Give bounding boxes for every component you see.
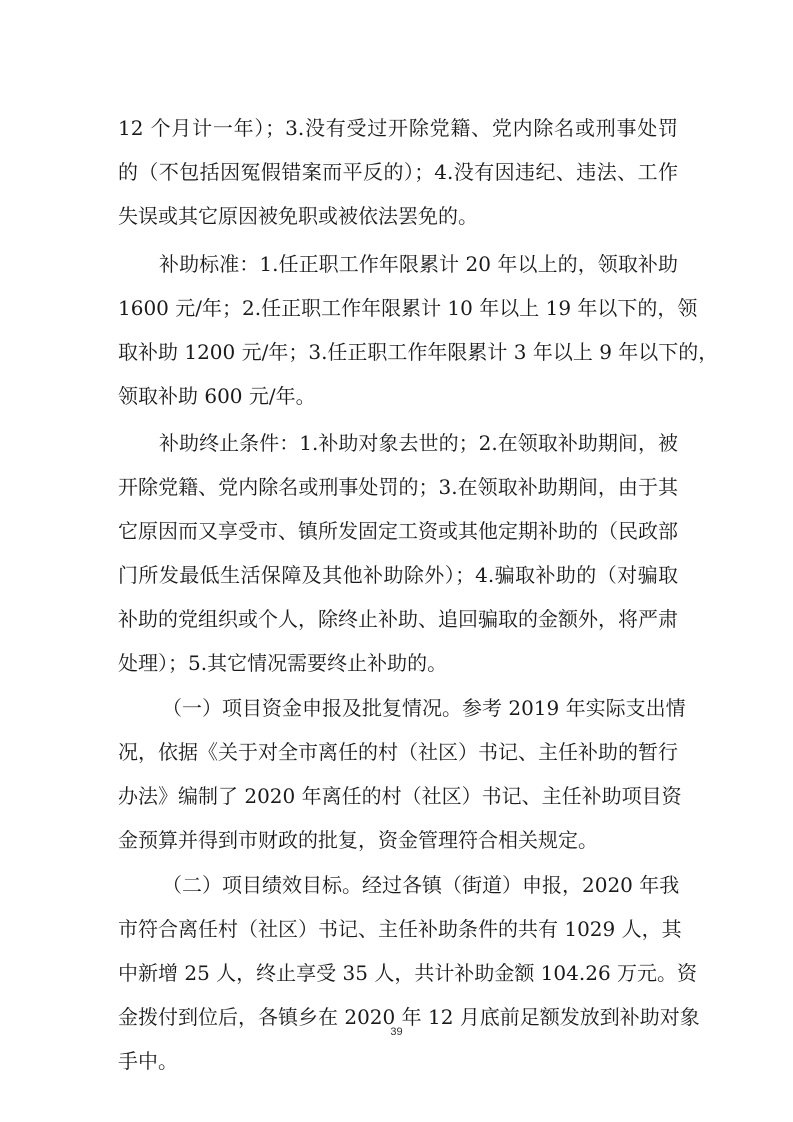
text-line: 处理）；5.其它情况需要终止补助的。 bbox=[118, 651, 448, 675]
text-line: 办法》编制了 2020 年离任的村（社区）书记、主任补助项目资 bbox=[118, 784, 682, 808]
text-line: 开除党籍、党内除名或刑事处罚的；3.在领取补助期间，由于其 bbox=[118, 475, 678, 499]
text-line: 的（不包括因冤假错案而平反的）；4.没有因违纪、违法、工作 bbox=[118, 160, 678, 184]
text-line: 中新增 25 人，终止享受 35 人，共计补助金额 104.26 万元。资 bbox=[118, 961, 698, 985]
text-line: 金拨付到位后，各镇乡在 2020 年 12 月底前足额发放到补助对象 bbox=[118, 1005, 700, 1029]
paragraph-start-line: 补助终止条件：1.补助对象去世的；2.在领取补助期间，被 bbox=[159, 431, 678, 455]
text-line: 它原因而又享受市、镇所发固定工资或其他定期补助的（民政部 bbox=[118, 519, 678, 543]
section-heading-line: （二）项目绩效目标。经过各镇（街道）申报，2020 年我 bbox=[162, 873, 680, 897]
text-line: 补助的党组织或个人，除终止补助、追回骗取的金额外，将严肃 bbox=[118, 607, 678, 631]
page-number: 39 bbox=[390, 1026, 403, 1038]
text-line: 况，依据《关于对全市离任的村（社区）书记、主任补助的暂行 bbox=[118, 740, 678, 764]
text-line: 手中。 bbox=[118, 1049, 178, 1073]
paragraph-start-line: 补助标准：1.任正职工作年限累计 20 年以上的，领取补助 bbox=[159, 252, 678, 276]
text-line: 1600 元/年；2.任正职工作年限累计 10 年以上 19 年以下的，领 bbox=[118, 296, 698, 320]
text-line: 领取补助 600 元/年。 bbox=[118, 384, 316, 408]
text-line: 失误或其它原因被免职或被依法罢免的。 bbox=[118, 204, 478, 228]
text-line: 12 个月计一年）；3.没有受过开除党籍、党内除名或刑事处罚 bbox=[118, 116, 678, 140]
section-heading-line: （一）项目资金申报及批复情况。参考 2019 年实际支出情 bbox=[162, 696, 686, 720]
text-line: 取补助 1200 元/年；3.任正职工作年限累计 3 年以上 9 年以下的， bbox=[118, 340, 719, 364]
text-line: 金预算并得到市财政的批复，资金管理符合相关规定。 bbox=[118, 828, 598, 852]
text-line: 门所发最低生活保障及其他补助除外）；4.骗取补助的（对骗取 bbox=[118, 563, 678, 587]
text-line: 市符合离任村（社区）书记、主任补助条件的共有 1029 人，其 bbox=[118, 917, 682, 941]
